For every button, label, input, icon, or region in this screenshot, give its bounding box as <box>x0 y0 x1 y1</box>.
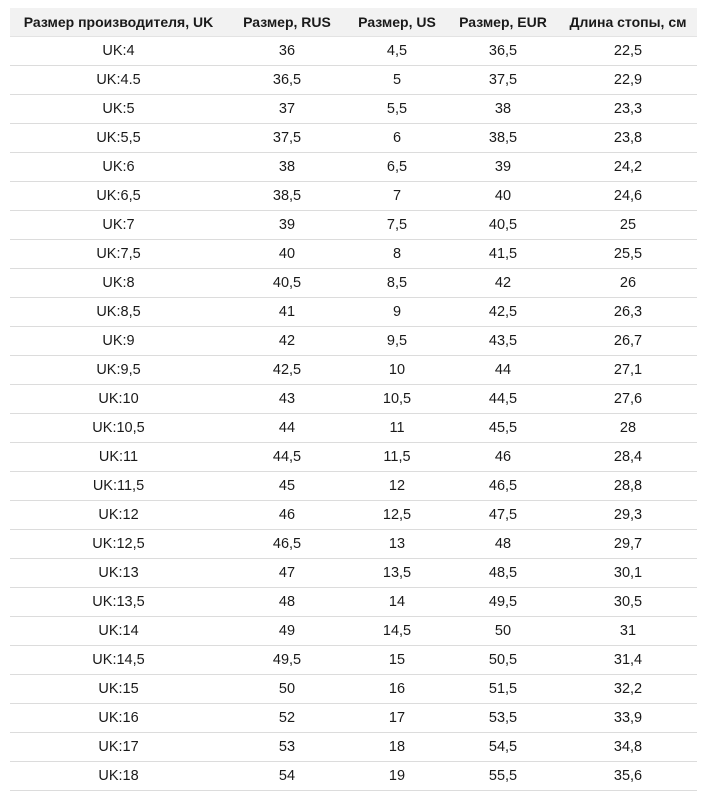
table-header <box>10 8 697 37</box>
cell-rus-size: 44 <box>227 414 347 443</box>
cell-uk-size: UK:4.5 <box>10 66 227 95</box>
cell-uk-size: UK:16 <box>10 704 227 733</box>
cell-foot-length: 34,8 <box>559 733 697 762</box>
cell-rus-size: 37,5 <box>227 124 347 153</box>
cell-us-size: 6,5 <box>347 153 447 182</box>
cell-uk-size: UK:11 <box>10 443 227 472</box>
cell-eur-size: 42,5 <box>447 298 559 327</box>
cell-rus-size: 49 <box>227 617 347 646</box>
cell-uk-size: UK:10,5 <box>10 414 227 443</box>
cell-rus-size: 40,5 <box>227 269 347 298</box>
cell-foot-length: 26,3 <box>559 298 697 327</box>
cell-foot-length: 27,1 <box>559 356 697 385</box>
cell-eur-size: 50 <box>447 617 559 646</box>
table-row <box>10 298 697 327</box>
cell-foot-length: 25,5 <box>559 240 697 269</box>
cell-uk-size: UK:12 <box>10 501 227 530</box>
table-row <box>10 530 697 559</box>
table-row <box>10 617 697 646</box>
cell-us-size: 4,5 <box>347 37 447 66</box>
table-row <box>10 240 697 269</box>
cell-us-size: 16 <box>347 675 447 704</box>
cell-us-size: 6 <box>347 124 447 153</box>
cell-eur-size: 46,5 <box>447 472 559 501</box>
cell-uk-size: UK:14 <box>10 617 227 646</box>
cell-rus-size: 38,5 <box>227 182 347 211</box>
cell-foot-length: 31 <box>559 617 697 646</box>
table-row <box>10 385 697 414</box>
cell-rus-size: 42,5 <box>227 356 347 385</box>
cell-us-size: 9,5 <box>347 327 447 356</box>
table-row <box>10 37 697 66</box>
cell-foot-length: 22,9 <box>559 66 697 95</box>
cell-eur-size: 50,5 <box>447 646 559 675</box>
cell-uk-size: UK:5 <box>10 95 227 124</box>
cell-us-size: 8 <box>347 240 447 269</box>
cell-us-size: 7 <box>347 182 447 211</box>
cell-uk-size: UK:8,5 <box>10 298 227 327</box>
cell-eur-size: 42 <box>447 269 559 298</box>
cell-uk-size: UK:13,5 <box>10 588 227 617</box>
cell-us-size: 14,5 <box>347 617 447 646</box>
header-eur-size: Размер, EUR <box>447 8 559 37</box>
cell-us-size: 5 <box>347 66 447 95</box>
cell-uk-size: UK:11,5 <box>10 472 227 501</box>
size-chart-table <box>10 8 697 791</box>
cell-us-size: 12 <box>347 472 447 501</box>
cell-foot-length: 35,6 <box>559 762 697 791</box>
table-row <box>10 704 697 733</box>
cell-eur-size: 38,5 <box>447 124 559 153</box>
cell-uk-size: UK:18 <box>10 762 227 791</box>
cell-us-size: 11 <box>347 414 447 443</box>
cell-rus-size: 41 <box>227 298 347 327</box>
cell-rus-size: 50 <box>227 675 347 704</box>
table-row <box>10 733 697 762</box>
cell-foot-length: 23,3 <box>559 95 697 124</box>
table-row <box>10 327 697 356</box>
cell-us-size: 18 <box>347 733 447 762</box>
table-row <box>10 153 697 182</box>
cell-uk-size: UK:13 <box>10 559 227 588</box>
cell-uk-size: UK:15 <box>10 675 227 704</box>
table-row <box>10 588 697 617</box>
cell-eur-size: 53,5 <box>447 704 559 733</box>
cell-foot-length: 26,7 <box>559 327 697 356</box>
cell-eur-size: 45,5 <box>447 414 559 443</box>
cell-foot-length: 33,9 <box>559 704 697 733</box>
cell-uk-size: UK:5,5 <box>10 124 227 153</box>
cell-rus-size: 44,5 <box>227 443 347 472</box>
cell-uk-size: UK:17 <box>10 733 227 762</box>
cell-foot-length: 32,2 <box>559 675 697 704</box>
table-row <box>10 443 697 472</box>
cell-rus-size: 42 <box>227 327 347 356</box>
cell-foot-length: 29,7 <box>559 530 697 559</box>
cell-foot-length: 25 <box>559 211 697 240</box>
cell-us-size: 10,5 <box>347 385 447 414</box>
cell-uk-size: UK:12,5 <box>10 530 227 559</box>
cell-eur-size: 48 <box>447 530 559 559</box>
cell-foot-length: 31,4 <box>559 646 697 675</box>
table-row <box>10 762 697 791</box>
cell-rus-size: 45 <box>227 472 347 501</box>
cell-eur-size: 54,5 <box>447 733 559 762</box>
cell-eur-size: 49,5 <box>447 588 559 617</box>
cell-us-size: 19 <box>347 762 447 791</box>
cell-foot-length: 23,8 <box>559 124 697 153</box>
header-rus-size: Размер, RUS <box>227 8 347 37</box>
cell-foot-length: 24,2 <box>559 153 697 182</box>
cell-uk-size: UK:8 <box>10 269 227 298</box>
header-row <box>10 8 697 37</box>
table-row <box>10 414 697 443</box>
cell-uk-size: UK:6 <box>10 153 227 182</box>
cell-eur-size: 36,5 <box>447 37 559 66</box>
cell-uk-size: UK:9 <box>10 327 227 356</box>
cell-eur-size: 44,5 <box>447 385 559 414</box>
cell-eur-size: 55,5 <box>447 762 559 791</box>
cell-rus-size: 49,5 <box>227 646 347 675</box>
cell-eur-size: 37,5 <box>447 66 559 95</box>
cell-us-size: 17 <box>347 704 447 733</box>
table-row <box>10 211 697 240</box>
cell-uk-size: UK:9,5 <box>10 356 227 385</box>
table-row <box>10 182 697 211</box>
cell-us-size: 12,5 <box>347 501 447 530</box>
cell-us-size: 13 <box>347 530 447 559</box>
cell-eur-size: 47,5 <box>447 501 559 530</box>
cell-rus-size: 52 <box>227 704 347 733</box>
cell-rus-size: 46,5 <box>227 530 347 559</box>
cell-eur-size: 38 <box>447 95 559 124</box>
cell-rus-size: 36,5 <box>227 66 347 95</box>
cell-eur-size: 43,5 <box>447 327 559 356</box>
cell-us-size: 7,5 <box>347 211 447 240</box>
cell-foot-length: 28 <box>559 414 697 443</box>
cell-foot-length: 30,1 <box>559 559 697 588</box>
cell-rus-size: 48 <box>227 588 347 617</box>
cell-uk-size: UK:7,5 <box>10 240 227 269</box>
cell-rus-size: 37 <box>227 95 347 124</box>
cell-us-size: 10 <box>347 356 447 385</box>
table-body <box>10 37 697 791</box>
cell-foot-length: 30,5 <box>559 588 697 617</box>
cell-uk-size: UK:10 <box>10 385 227 414</box>
cell-us-size: 11,5 <box>347 443 447 472</box>
table-row <box>10 66 697 95</box>
cell-foot-length: 29,3 <box>559 501 697 530</box>
cell-rus-size: 53 <box>227 733 347 762</box>
cell-us-size: 9 <box>347 298 447 327</box>
cell-uk-size: UK:7 <box>10 211 227 240</box>
header-foot-length: Длина стопы, см <box>559 8 697 37</box>
table-row <box>10 675 697 704</box>
table-row <box>10 356 697 385</box>
header-uk-size: Размер производителя, UK <box>10 8 227 37</box>
cell-rus-size: 47 <box>227 559 347 588</box>
cell-rus-size: 39 <box>227 211 347 240</box>
cell-foot-length: 24,6 <box>559 182 697 211</box>
cell-uk-size: UK:4 <box>10 37 227 66</box>
cell-eur-size: 39 <box>447 153 559 182</box>
header-us-size: Размер, US <box>347 8 447 37</box>
cell-rus-size: 54 <box>227 762 347 791</box>
cell-eur-size: 51,5 <box>447 675 559 704</box>
cell-rus-size: 36 <box>227 37 347 66</box>
cell-uk-size: UK:6,5 <box>10 182 227 211</box>
cell-us-size: 8,5 <box>347 269 447 298</box>
cell-rus-size: 40 <box>227 240 347 269</box>
cell-eur-size: 46 <box>447 443 559 472</box>
cell-foot-length: 27,6 <box>559 385 697 414</box>
cell-rus-size: 46 <box>227 501 347 530</box>
cell-uk-size: UK:14,5 <box>10 646 227 675</box>
table-row <box>10 646 697 675</box>
table-row <box>10 269 697 298</box>
cell-us-size: 14 <box>347 588 447 617</box>
cell-eur-size: 44 <box>447 356 559 385</box>
cell-foot-length: 28,8 <box>559 472 697 501</box>
cell-eur-size: 48,5 <box>447 559 559 588</box>
cell-eur-size: 41,5 <box>447 240 559 269</box>
cell-eur-size: 40 <box>447 182 559 211</box>
cell-foot-length: 28,4 <box>559 443 697 472</box>
table-row <box>10 472 697 501</box>
cell-eur-size: 40,5 <box>447 211 559 240</box>
cell-rus-size: 43 <box>227 385 347 414</box>
cell-us-size: 13,5 <box>347 559 447 588</box>
cell-foot-length: 26 <box>559 269 697 298</box>
table-row <box>10 124 697 153</box>
cell-us-size: 15 <box>347 646 447 675</box>
table-row <box>10 501 697 530</box>
table-row <box>10 559 697 588</box>
table-row <box>10 95 697 124</box>
cell-foot-length: 22,5 <box>559 37 697 66</box>
cell-us-size: 5,5 <box>347 95 447 124</box>
cell-rus-size: 38 <box>227 153 347 182</box>
